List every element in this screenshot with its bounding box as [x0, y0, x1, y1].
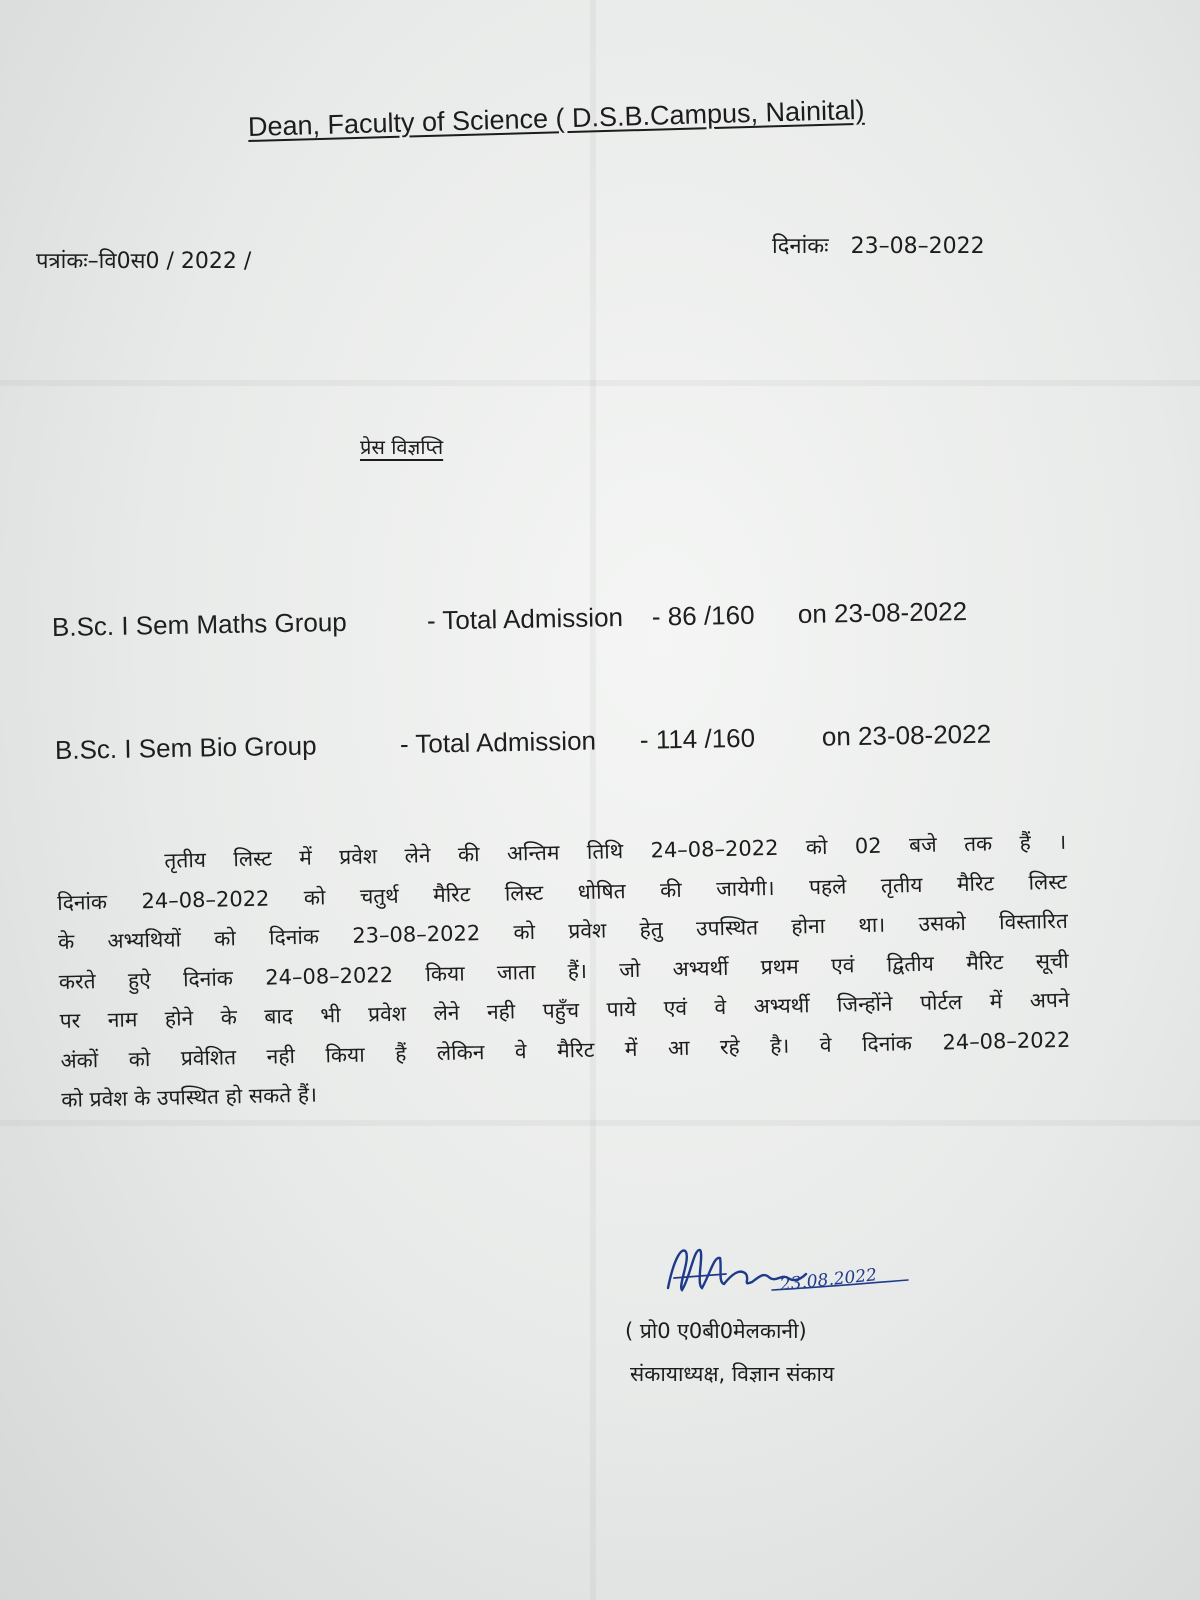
- admission-course: B.Sc. I Sem Maths Group: [51, 606, 347, 642]
- signatory-designation: संकायाध्यक्ष, विज्ञान संकाय: [630, 1362, 835, 1386]
- paper-fold: [0, 1120, 1200, 1126]
- paragraph-line: दिनांक 24–08–2022 को चतुर्थ मैरिट लिस्ट धोषित की जायेगी। पहले तृतीय मैरिट लिस्ट: [56, 869, 1068, 915]
- paragraph-line: करते हुऐ दिनांक 24–08–2022 किया जाता हैं। जो अभ्यर्थी प्रथम एवं द्वितीय मैरिट सूची: [58, 948, 1069, 994]
- svg-text:23.08.2022: 23.08.2022: [778, 1265, 878, 1296]
- reference-number: पत्रांकः–वि0स0 / 2022 /: [36, 249, 252, 274]
- admission-date: on 23-08-2022: [797, 596, 968, 629]
- admission-course: B.Sc. I Sem Bio Group: [54, 730, 317, 765]
- paragraph-line: के अभ्यथियों को दिनांक 23–08–2022 को प्रवेश हेतु उपस्थित होना था। उसको विस्तारित: [57, 908, 1069, 954]
- paragraph-line: को प्रवेश के उपस्थित हो सकते हैं।: [61, 1082, 318, 1112]
- press-release-heading: प्रेस विज्ञप्ति: [360, 435, 444, 459]
- handwritten-signature: [660, 1238, 930, 1308]
- date-value: 23–08–2022: [850, 234, 985, 259]
- paper-fold: [590, 0, 596, 1600]
- paper-fold: [0, 380, 1200, 386]
- admission-count: - 114 /160: [639, 722, 756, 755]
- admission-line-maths: [52, 596, 968, 643]
- admission-label: - Total Admission: [399, 725, 597, 759]
- signatory-name: ( प्रो0 ए0बी0मेलकानी): [625, 1319, 807, 1343]
- admission-label: - Total Admission: [426, 602, 624, 636]
- paragraph-line: पर नाम होने के बाद भी प्रवेश लेने नही पहुँच पाये एवं वे अभ्यर्थी जिन्होंने पोर्टल में अपने: [59, 987, 1070, 1033]
- paragraph-line: अंकों को प्रवेशित नही किया हैं लेकिन वे मैरिट में आ रहे है। वे दिनांक 24–08–2022: [60, 1027, 1071, 1073]
- admission-line-bio: [55, 719, 992, 766]
- document-date: [772, 230, 985, 260]
- admission-count: - 86 /160: [651, 599, 755, 632]
- admission-date: on 23-08-2022: [821, 718, 992, 752]
- paragraph-line: तृतीय लिस्ट में प्रवेश लेने की अन्तिम तिथि 24–08–2022 को 02 बजे तक हैं ।: [164, 829, 1067, 873]
- notice-paragraph: [56, 823, 1072, 1121]
- document-title: Dean, Faculty of Science ( D.S.B.Campus, Nainital): [247, 94, 865, 142]
- date-label: दिनांकः: [772, 234, 829, 259]
